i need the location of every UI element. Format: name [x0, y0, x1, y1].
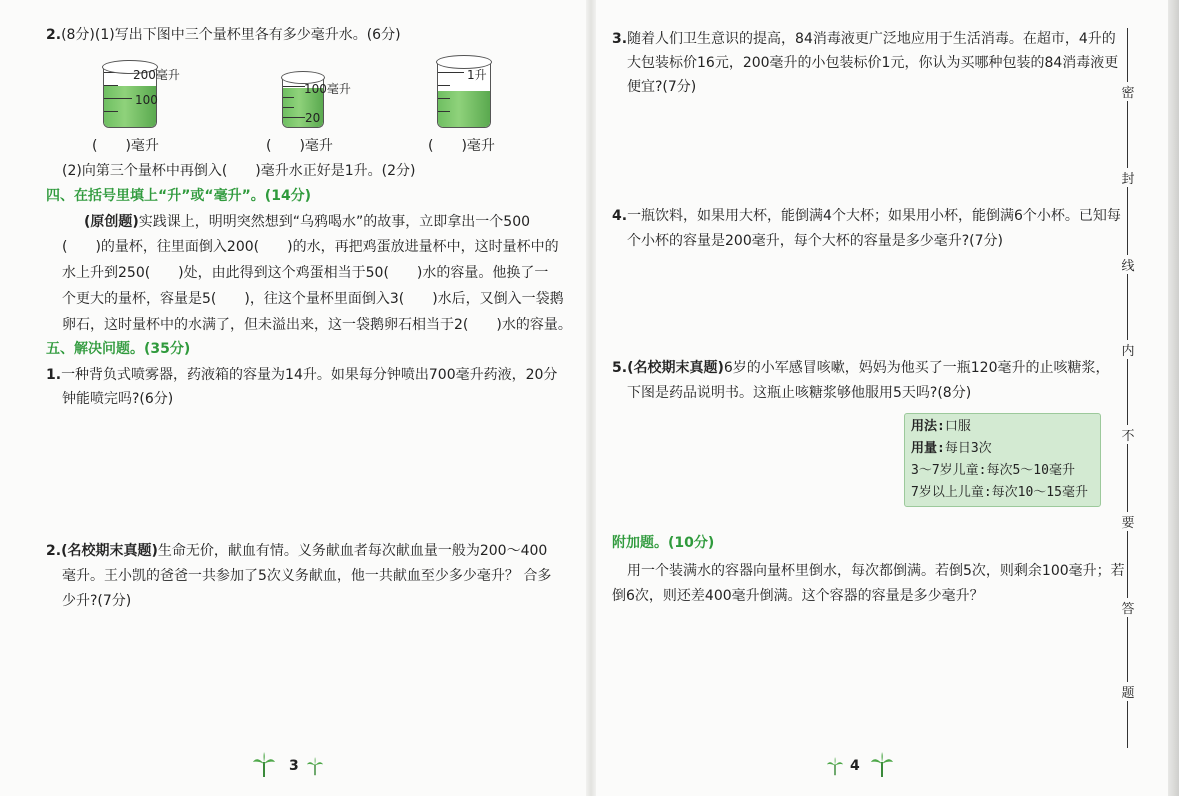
binding-line	[1127, 28, 1128, 748]
binding-char: 密	[1119, 82, 1137, 101]
problem-2-line: 2.(名校期末真题)生命无价，献血有情。义务献血者每次献血量一般为200～400	[46, 543, 548, 559]
cup-mark: 100	[135, 93, 158, 107]
cup-mark: 100毫升	[304, 82, 351, 96]
problem-3-line: 3.随着人们卫生意识的提高，84消毒液更广泛地应用于生活消毒。在超市，4升的	[612, 31, 1116, 47]
label-older-dose: 7岁以上儿童:每次10～15毫升	[911, 485, 1088, 500]
cup-mark: 200毫升	[133, 68, 180, 82]
medicine-label	[904, 413, 1101, 507]
problem-1-line: 1.一种背负式喷雾器，药液箱的容量为14升。如果每分钟喷出700毫升药液，20分	[46, 367, 558, 383]
page-edge	[1168, 0, 1179, 796]
question-2-part-2: (2)向第三个量杯中再倒入( )毫升水正好是1升。(2分)	[62, 163, 416, 179]
answer-blank: ( )毫升	[92, 138, 159, 154]
cup-mark: 20	[305, 111, 321, 125]
sprout-icon	[871, 752, 893, 778]
problem-5-line: 下图是药品说明书。这瓶止咳糖浆够他服用5天吗?(8分)	[627, 385, 972, 401]
problem-1-line: 钟能喷完吗?(6分)	[62, 391, 174, 407]
sprout-icon	[253, 752, 275, 778]
bonus-title: 附加题。(10分)	[612, 535, 715, 551]
page-number: 4	[850, 758, 860, 774]
section-4-line: ( )的量杯，往里面倒入200( )的水，再把鸡蛋放进量杯中，这时量杯中的	[62, 239, 559, 255]
exam-flag: (名校期末真题)	[627, 360, 724, 376]
binding-char: 不	[1119, 425, 1137, 444]
section-4-line: 水上升到250( )处，由此得到这个鸡蛋相当于50( )水的容量。他换了一	[62, 265, 549, 281]
section-4-line: 个更大的量杯，容量是5( )，往这个量杯里面倒入3( )水后，又倒入一袋鹅	[62, 291, 564, 307]
exam-flag: (名校期末真题)	[61, 543, 158, 559]
binding-char: 答	[1119, 598, 1137, 617]
section-5-title: 五、解决问题。(35分)	[46, 341, 191, 357]
problem-5-line: 5.(名校期末真题)6岁的小军感冒咳嗽，妈妈为他买了一瓶120毫升的止咳糖浆，	[612, 360, 1110, 376]
binding-char: 线	[1119, 255, 1137, 274]
problem-2-line: 少升?(7分)	[62, 593, 132, 609]
cup-mark: 1升	[467, 68, 487, 82]
question-2	[46, 26, 401, 44]
page-fold	[586, 0, 596, 796]
question-number: 2.	[46, 27, 62, 43]
section-4-line: (原创题)实践课上，明明突然想到“乌鸦喝水”的故事，立即拿出一个500	[84, 214, 531, 230]
binding-char: 题	[1119, 682, 1137, 701]
label-child-dose: 3～7岁儿童:每次5～10毫升	[911, 463, 1075, 478]
problem-4-line: 4.一瓶饮料，如果用大杯，能倒满4个大杯；如果用小杯，能倒满6个小杯。已知每	[612, 208, 1121, 224]
bonus-line: 用一个装满水的容器向量杯里倒水，每次都倒满。若倒5次，则剩余100毫升；若	[627, 563, 1125, 579]
label-usage: 用法:口服	[911, 419, 971, 434]
problem-4-line: 个小杯的容量是200毫升，每个大杯的容量是多少毫升?(7分)	[627, 233, 1003, 249]
section-4-title: 四、在括号里填上“升”或“毫升”。(14分)	[46, 188, 312, 204]
binding-char: 内	[1119, 340, 1137, 359]
bonus-line: 倒6次，则还差400毫升倒满。这个容器的容量是多少毫升？	[612, 588, 984, 604]
binding-char: 封	[1119, 168, 1137, 187]
water-fill	[438, 91, 490, 127]
sprout-icon	[827, 757, 843, 776]
sprout-icon	[307, 757, 323, 776]
problem-2-line: 毫升。王小凯的爸爸一共参加了5次义务献血，他一共献血至少多少毫升？ 合多	[62, 568, 552, 584]
answer-blank: ( )毫升	[428, 138, 495, 154]
problem-3-line: 便宜?(7分)	[627, 79, 697, 95]
label-dose: 用量:每日3次	[911, 441, 992, 456]
original-flag: (原创题)	[84, 214, 139, 230]
problem-3-line: 大包装标价16元，200毫升的小包装标价1元，你认为买哪种包装的84消毒液更	[627, 55, 1119, 71]
section-4-line: 卵石，这时量杯中的水满了，但未溢出来，这一袋鹅卵石相当于2( )水的容量。	[62, 317, 572, 333]
question-text: (8分)(1)写出下图中三个量杯里各有多少毫升水。(6分)	[61, 27, 401, 43]
binding-char: 要	[1119, 512, 1137, 531]
page-number: 3	[289, 758, 299, 774]
answer-blank: ( )毫升	[266, 138, 333, 154]
